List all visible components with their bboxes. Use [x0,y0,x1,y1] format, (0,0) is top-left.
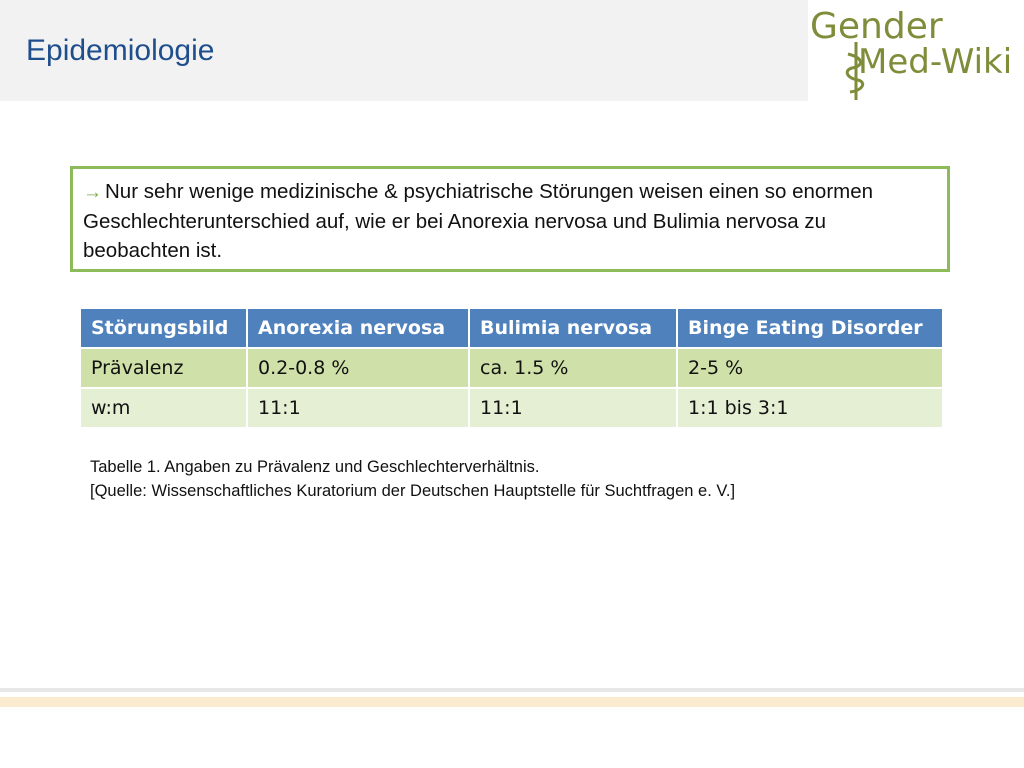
table-header-cell: Anorexia nervosa [247,308,469,348]
title-bar [0,0,808,101]
table-header-row [80,308,943,348]
prevalence-table [79,307,944,429]
table-cell: Prävalenz [80,348,247,388]
table-header-cell: Bulimia nervosa [469,308,677,348]
key-statement-box [70,166,950,272]
logo-text-line2: Med-Wiki [858,42,1013,82]
table-row [80,388,943,428]
page-title: Epidemiologie [26,34,215,67]
right-arrow-icon: → [83,182,102,203]
caption-line-1: Tabelle 1. Angaben zu Prävalenz und Geschlechterverhältnis. [90,458,540,476]
logo-text-line1: Gender [810,6,943,47]
footer-band [0,697,1024,707]
table-row [80,348,943,388]
table-caption [90,455,735,503]
table-header-cell: Binge Eating Disorder [677,308,943,348]
key-statement-text: Nur sehr wenige medizinische & psychiatrische Störungen weisen einen so enormen Geschlechterunterschied auf, wie er bei Anorexia nervosa und Bulimia nervosa zu beobachten ist. [83,180,874,262]
table-header-cell: Störungsbild [80,308,247,348]
caption-source-line: [Quelle: Wissenschaftliches Kuratorium der Deutschen Hauptstelle für Suchtfragen e. V.] [90,482,736,500]
table-cell: 1:1 bis 3:1 [677,388,943,428]
table-cell: 2-5 % [677,348,943,388]
table-cell: w:m [80,388,247,428]
footer-divider [0,688,1024,692]
table-cell: 11:1 [247,388,469,428]
table-cell: 0.2-0.8 % [247,348,469,388]
gender-med-wiki-logo [806,4,1016,104]
table-cell: 11:1 [469,388,677,428]
table-cell: ca. 1.5 % [469,348,677,388]
